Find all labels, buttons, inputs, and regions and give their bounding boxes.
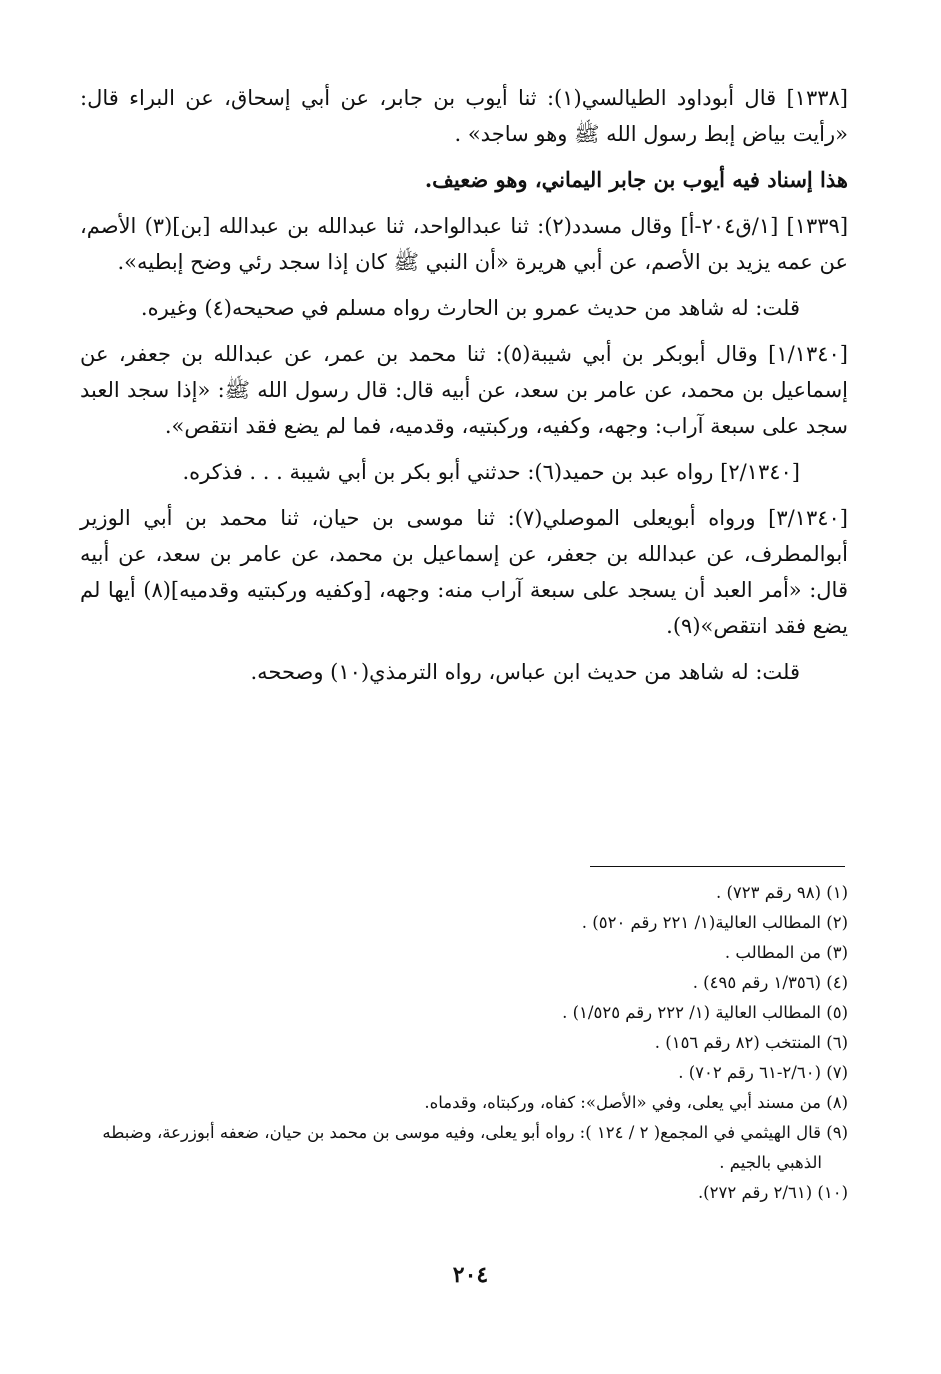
hadith-1340-1: [١/١٣٤٠] وقال أبوبكر بن أبي شيبة(٥): ثنا محمد بن عمر، عن عبدالله بن جعفر، عن إسماعيل بن محمد، عن عامر بن سعد، عن أبيه قال: قال رسول الله ﷺ: «إذا سجد العبد سجد على سبعة آراب: وجهه، وكفيه، وركبتيه، وقدميه، فما لم يضع فقد انتقص». — [80, 342, 848, 438]
footnote-5: (٥) المطالب العالية (١/ ٢٢٢ رقم ١/٥٢٥) . — [562, 1003, 848, 1022]
hadith-1338-grading: هذا إسناد فيه أيوب بن جابر اليماني، وهو ضعيف. — [424, 167, 848, 192]
footnote-10: (١٠) (٢/٦١ رقم ٢٧٢). — [697, 1183, 848, 1202]
footnote-7: (٧) (٢/٦٠-٦١ رقم ٧٠٢) . — [678, 1063, 848, 1082]
hadith-1339-comment: قلت: له شاهد من حديث عمرو بن الحارث رواه مسلم في صحيحه(٤) وغيره. — [140, 296, 800, 320]
footnote-3: (٣) من المطالب . — [724, 943, 848, 962]
footnote-separator — [590, 866, 845, 867]
footnote-9: (٩) قال الهيثمي في المجمع( ٢ / ١٢٤ ): رواه أبو يعلى، وفيه موسى بن محمد بن حيان، ضعفه أبوزرعة، وضبطه الذهبي بالجيم . — [102, 1123, 848, 1172]
footnote-6: (٦) المنتخب (٨٢ رقم ١٥٦) . — [654, 1033, 848, 1052]
main-text — [80, 80, 848, 700]
footnote-4: (٤) (١/٣٥٦ رقم ٤٩٥) . — [692, 973, 848, 992]
footnote-2: (٢) المطالب العالية(١/ ٢٢١ رقم ٥٢٠) . — [581, 913, 848, 932]
footnote-8: (٨) من مسند أبي يعلى، وفي «الأصل»: كفاه، وركبتاه، وقدماه. — [424, 1093, 848, 1112]
footnote-1: (١) (٩٨ رقم ٧٢٣) . — [715, 883, 848, 902]
hadith-1339: [١٣٣٩] [١/ق٢٠٤-أ] وقال مسدد(٢): ثنا عبدالواحد، ثنا عبدالله بن عبدالله [بن](٣) الأصم، عن عمه يزيد بن الأصم، عن أبي هريرة «أن النبي ﷺ كان إذا سجد رئي وضح إبطيه». — [80, 214, 849, 274]
hadith-1340-2: [٢/١٣٤٠] رواه عبد بن حميد(٦): حدثني أبو بكر بن أبي شيبة . . . فذكره. — [182, 460, 800, 484]
hadith-1340-3: [٣/١٣٤٠] ورواه أبويعلى الموصلي(٧): ثنا موسى بن حيان، ثنا محمد بن أبي الوزير أبوالمطرف، عن عبدالله بن جعفر، عن إسماعيل بن محمد، عن عامر بن سعد، عن أبيه قال: «أمر العبد أن يسجد على سبعة آراب منه: وجهه، [وكفيه وركبتيه وقدميه](٨) أيها لم يضع فقد انتقص»(٩). — [80, 506, 848, 638]
footnotes — [80, 878, 848, 1208]
page-number: ٢٠٤ — [452, 1262, 489, 1288]
hadith-1340-comment: قلت: له شاهد من حديث ابن عباس، رواه الترمذي(١٠) وصححه. — [250, 660, 800, 684]
hadith-1338: [١٣٣٨] قال أبوداود الطيالسي(١): ثنا أيوب بن جابر، عن أبي إسحاق، عن البراء قال: «رأيت بياض إبط رسول الله ﷺ وهو ساجد» . — [80, 86, 848, 146]
